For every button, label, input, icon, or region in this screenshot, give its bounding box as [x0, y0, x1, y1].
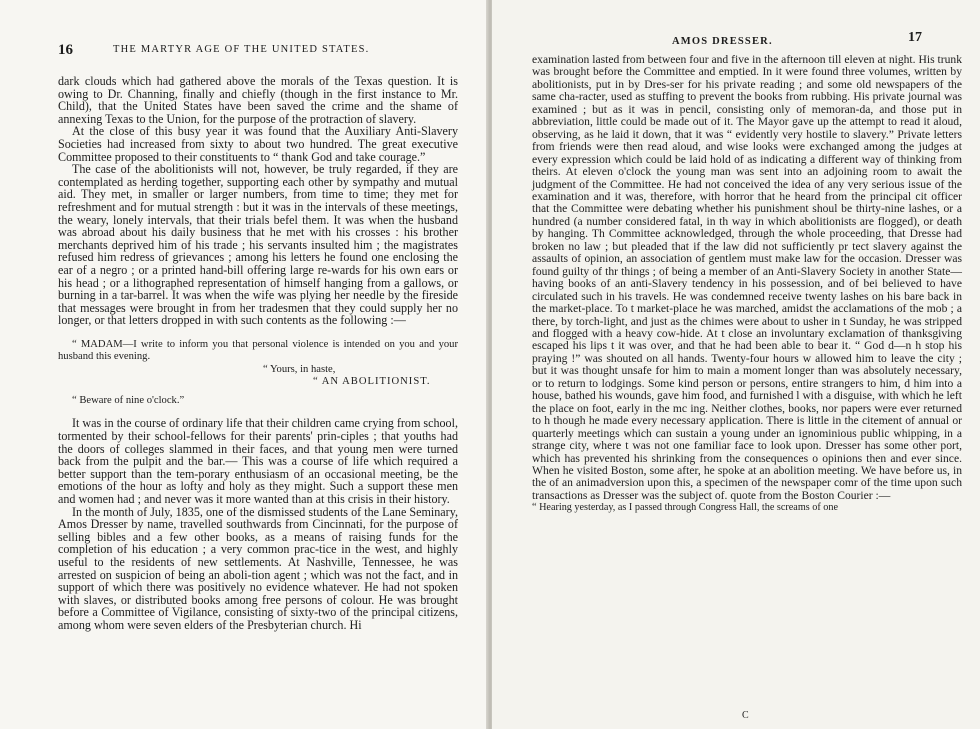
left-page-header: [58, 42, 460, 62]
paragraph: At the close of this busy year it was found that the Auxiliary Anti-Slavery Societies had increased from sixty to about two hundred. The great executive Committee proposed to their constituents to “ thank God and take courage.”: [58, 124, 458, 164]
letter-close: “ Yours, in haste,: [263, 363, 336, 375]
right-page-header: [532, 30, 922, 50]
paragraph: examination lasted from between four and five in the afternoon till eleven at night. His trunk was brought before the Committee and emptied. In it were found three volumes, written by abolitionists, put in by Dres-ser for his private reading ; and some old newspapers of the same cha-racter, used as stuffing to prevent the books from rubbing. His private journal was examined ; but as it was in pencil, consisting only of memoran-da, and those put in abbreviation, little could be made out of it. The Mayor gave up the attempt to read it aloud, observing, as he laid it down, that it was “ evidently very hostile to slavery.” Private letters from friends were then read aloud, and wise looks were exchanged among the judges at every expression which could be laid hold of as indicating a different way of thinking from theirs. At eleven o'clock the young man was sent into an adjoining room to await the judgment of the Committee. He had not conceived the idea of any very serious issue of the examination and it was, therefore, with horror that he heard from the principal cit officer that the Committee were debating whether his punishment shoul be thirty-nine lashes, or a hundred (a number considered fatal, in th way in which abolitionists are flogged), or death by hanging. Th Committee acknowledged, through the whole proceeding, that Dresse had broken no law ; but pleaded that if the law did not sufficiently pr tect slavery against the assaults of opinion, an association of gentlem must make law for the occasion. Dresser was found guilty of thr things ; of being a member of an Anti-Slavery Society in another State— having books of an anti-Slavery tendency in his possession, and of bei believed to have circulated such in his travels. He was condemned receive twenty lashes on his bare back in the market-place. To t market-place he was marched, amidst the acclamations of the mob ; a there, by torch-light, and just as the chimes were about to usher in t Sunday, he was stripped and flogged with a heavy cow-hide. At t close an involuntary exclamation of thanksgiving escaped his lips t it was over, and that he had been able to bear it. “ God d—n h stop his praying !” was shouted on all hands. Twenty-four hours w allowed him to leave the city ; but it was thought unsafe for him to main a moment longer than was absolutely necessary, or to return to lodgings. Some kind person or persons, entire strangers to him, d him into a house, bathed his wounds, gave him food, and furnished l with a disguise, with which he left the place on foot, early in the mc ing. Neither clothes, books, nor papers were ever returned to h though he made every necessary application. There is little in the citement of annual or quarterly meetings which can sustain a young under an ignominious public whipping, in a strange city, where t was not one familiar face to look upon. Dresser has some other port, which has prevented his shrinking from the consequences o opinions then and ever since. When he visited Boston, some after, he spoke at an abolition meeting. We have before us, in the of an animadversion upon this, a specimen of the newspaper comr of the time upon such transactions as Dresser was the subject of. quote from the Boston Courier :—: [532, 53, 962, 502]
running-title-left: THE MARTYR AGE OF THE UNITED STATES.: [113, 44, 370, 55]
page-number-left: 16: [58, 42, 73, 58]
paragraph: dark clouds which had gathered above the morals of the Texas question. It is owing to Dr. Channing, finally and chiefly (though in the first instance to Mr. Child), that the United States have been saved the crime and the shame of annexing Texas to the Union, for the purpose of the protraction of slavery.: [58, 74, 458, 126]
running-title-right: AMOS DRESSER.: [672, 36, 773, 47]
paragraph: It was in the course of ordinary life that their children came crying from school, tormented by their school-fellows for their parents' prin-ciples ; that youths had the doors of colleges slammed in their faces, and that young men were turned back from the pulpit and the bar.— This was a course of life which required a better support than the tem-porary enthusiasm of an occasional meeting, be the emotions of the hour as lofty and holy as they might. Such a support these men and women had ; and never was it more wanted than at this crisis in their history.: [58, 416, 458, 506]
block-quote: “ Hearing yesterday, as I passed through Congress Hall, the screams of one: [532, 502, 839, 514]
letter-postscript: “ Beware of nine o'clock.”: [72, 394, 185, 406]
paragraph: The case of the abolitionists will not, however, be truly regarded, if they are contemplated as herding together, supporting each other by sympathy and mutual aid. They met, in smaller or larger numbers, from time to time; they met for refreshment and for mutual strength : but it was in the intervals of these meetings, the weary, lonely intervals, that their trials befel them. It was when the husband was abroad about his daily business that he met with his crosses : his brother merchants deprived him of his trade ; his servants insulted him ; the magistrates refused him redress of grievances ; among his letters he found one enclosing the ear of a negro ; or a printed hand-bill offering large re-wards for his own ears or his head ; or a lithographed representation of himself hanging from a gallows, or burning in a tar-barrel. It was when the wife was plying her needle by the fireside that messages were brought in from her tradesmen that they could supply her no longer, or that letters dropped in with such contents as the following :—: [58, 162, 458, 328]
signature-mark: C: [742, 710, 749, 721]
left-text-column: [58, 75, 458, 631]
threat-letter: [58, 339, 458, 408]
letter-signature: “ AN ABOLITIONIST.: [313, 376, 431, 388]
page-number-right: 17: [908, 30, 922, 45]
left-page: [0, 0, 488, 729]
right-page: [492, 0, 980, 729]
right-text-column: [532, 54, 962, 514]
letter-body: “ MADAM—I write to inform you that personal violence is intended on you and your husband this evening.: [58, 338, 458, 363]
paragraph: In the month of July, 1835, one of the dismissed students of the Lane Seminary, Amos Dresser by name, travelled southwards from Cincinnati, for the purpose of selling bibles and a few other books, as a means of raising funds for the completion of his education ; a very common prac-tice in the west, and highly useful to the residents of new settlements. At Nashville, Tennessee, he was arrested on suspicion of being an aboli-tion agent ; which was not the fact, and in support of which there was positively no evidence whatever. He had not spoken with slaves, or distributed books among free persons of colour. He was brought before a Committee of Vigilance, consisting of sixty-two of the principal citizens, among whom were seven elders of the Presbyterian church. Hi: [58, 504, 458, 632]
